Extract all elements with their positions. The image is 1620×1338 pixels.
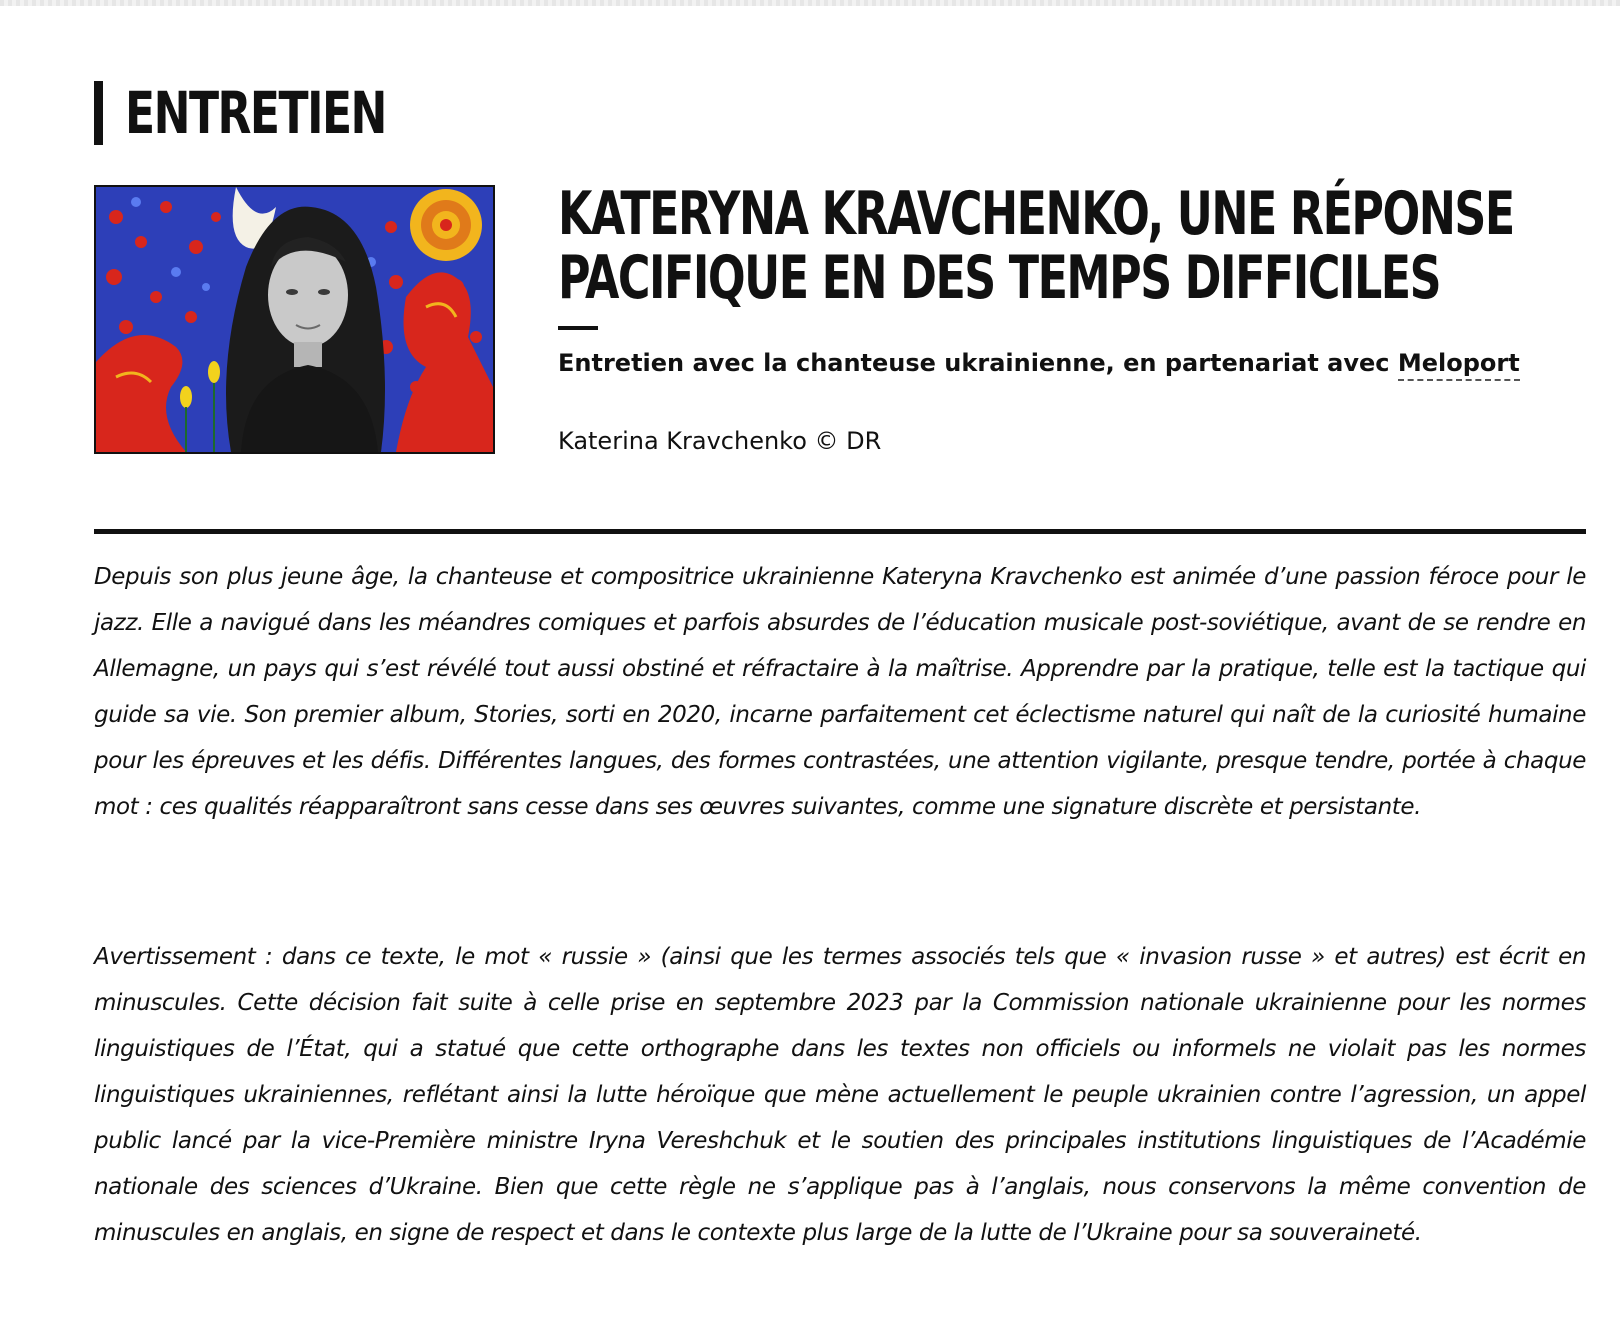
section-label [94, 80, 468, 146]
article-subtitle [558, 346, 1520, 380]
headline-line-1: KATERYNA KRAVCHENKO, UNE RÉPONSE [558, 179, 1514, 249]
subtitle-text: Entretien avec la chanteuse ukrainienne, en partenariat avec [558, 349, 1398, 377]
article-intro: Depuis son plus jeune âge, la chanteuse et compositrice ukrainienne Kateryna Kravchenko est animée d’une passion féroce pour le jazz. Elle a navigué dans les méandres comiques et parfois absurdes de l’éducation musicale post-soviétique, avant de se rendre en Allemagne, un pays qui s’est révélé tout aussi obstiné et réfractaire à la maîtrise. Apprendre par la pratique, telle est la tactique qui guide sa vie. Son premier album, Stories, sorti en 2020, incarne parfaitement cet éclectisme naturel qui naît de la curiosité humaine pour les épreuves et les défis. Différentes langues, des formes contrastées, une attention vigilante, presque tendre, portée à chaque mot : ces qualités réapparaîtront sans cesse dans ses œuvres suivantes, comme une signature discrète et persistante. [94, 564, 1586, 820]
headline-line-2: PACIFIQUE EN DES TEMPS DIFFICILES [558, 243, 1441, 313]
meloport-link[interactable]: Meloport [1398, 349, 1520, 381]
headline-divider [558, 326, 598, 330]
section-title: ENTRETIEN [125, 79, 386, 147]
section-divider [94, 529, 1586, 534]
photo-caption: Katerina Kravchenko © DR [558, 427, 882, 455]
article-photo [94, 185, 495, 454]
section-marker-bar [94, 81, 103, 145]
article-warning: Avertissement : dans ce texte, le mot « russie » (ainsi que les termes associés tels que « invasion russe » et autres) est écrit en minuscules. Cette décision fait suite à celle prise en septembre 2023 par la Commission nationale ukrainienne pour les normes linguistiques de l’État, qui a statué que cette orthographe dans les textes non officiels ou informels ne violait pas les normes linguistiques ukrainiennes, reflétant ainsi la lutte héroïque que mène actuellement le peuple ukrainien contre l’agression, un appel public lancé par la vice-Première ministre Iryna Vereshchuk et le soutien des principales institutions linguistiques de l’Académie nationale des sciences d’Ukraine. Bien que cette règle ne s’applique pas à l’anglais, nous conservons la même convention de minuscules en anglais, en signe de respect et dans le contexte plus large de la lutte de l’Ukraine pour sa souveraineté. [94, 944, 1586, 1246]
top-edge-strip [0, 0, 1620, 6]
article-headline [558, 179, 1514, 313]
portrait-photo-icon [96, 187, 493, 452]
